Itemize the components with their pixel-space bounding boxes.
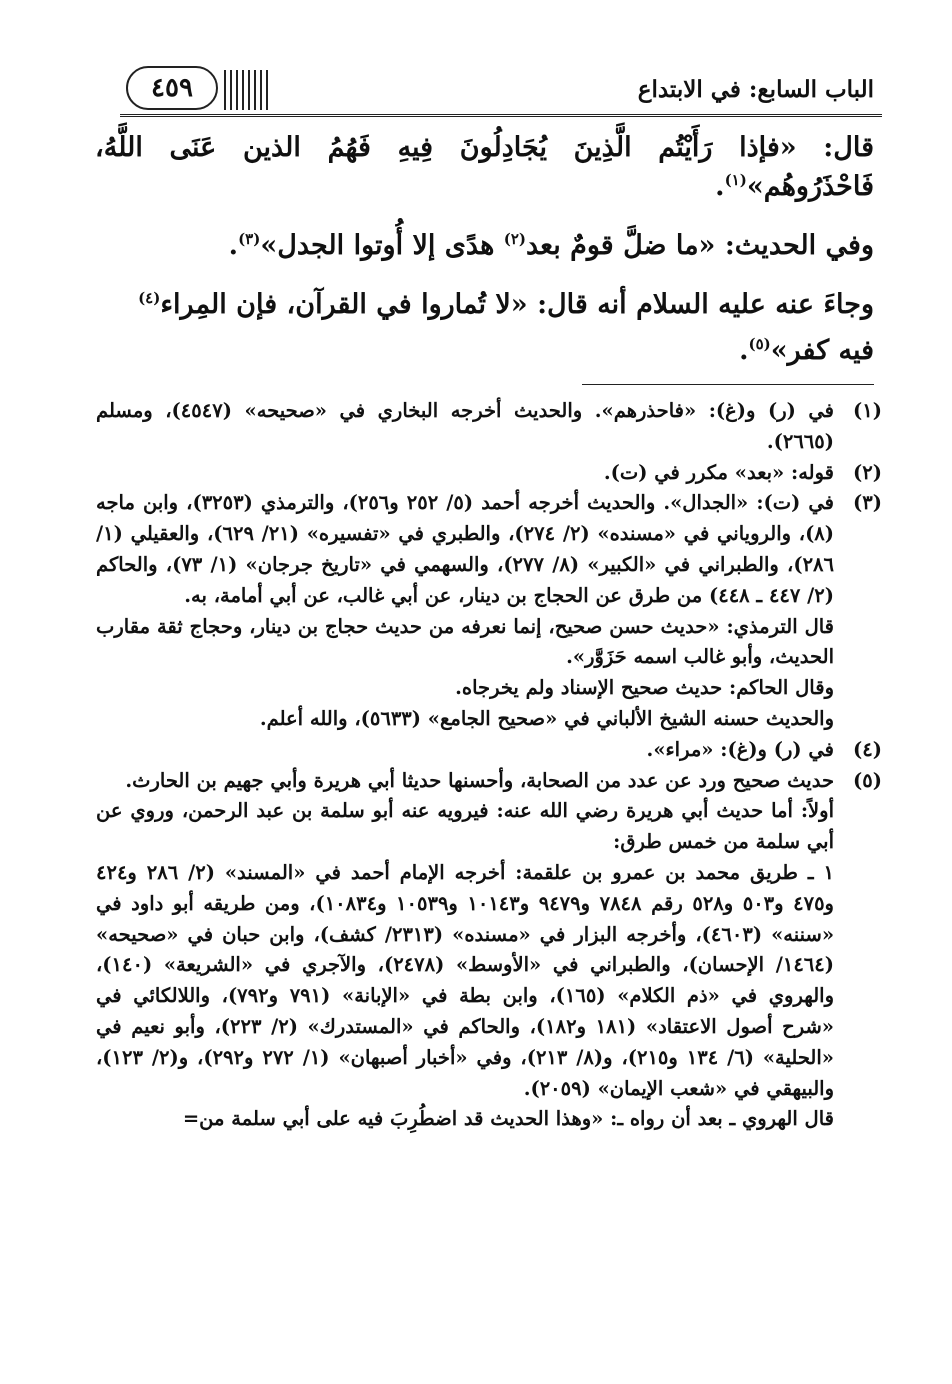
footnote-number: (٥)	[853, 768, 882, 792]
footnote-3-hakim: وقال الحاكم: حديث صحيح الإسناد ولم يخرجاه.	[455, 676, 834, 700]
page-number: ٤٥٩	[151, 73, 193, 103]
awwalan-text: أما حديث أبي هريرة رضي الله عنه: فيرويه عنه أبو سلمة بن عبد الرحمن، وروي عن أبي سلمة من خمس طرق:	[96, 799, 834, 854]
footnote-number: (١)	[853, 399, 882, 422]
footnote-ref-3: (٣)	[238, 230, 261, 249]
footnote-text: حديث صحيح ورد عن عدد من الصحابة، وأحسنها حديثا أبي هريرة وأبي جهيم بن الحارث.	[125, 768, 834, 792]
footnote-number: (٢)	[853, 460, 882, 484]
awwalan-label: أولاً:	[800, 799, 834, 823]
footnote-text: في (ر) و(غ): «فاحذرهم». والحديث أخرجه البخاري في «صحيحه» (٤٥٤٧)، ومسلم (٢٦٦٥).	[96, 399, 835, 453]
footnote-ref-5: (٥)	[748, 334, 771, 353]
footnote-text: قوله: «بعد» مكرر في (ت).	[603, 460, 834, 484]
footnote-separator	[582, 384, 874, 385]
footnote-text: في (ر) و(غ): «مراء».	[646, 737, 834, 761]
footnote-4	[96, 735, 882, 766]
footnotes	[96, 396, 882, 1135]
footnote-5-last-line: قال الهروي ـ بعد أن رواه ـ: «وهذا الحديث قد اضطُرِبَ فيه على أبي سلمة من=	[182, 1107, 834, 1131]
footnote-number: (٣)	[853, 491, 882, 515]
footnote-5-awwalan	[96, 796, 882, 858]
paragraph-3-text-a: وجاءَ عنه عليه السلام أنه قال: «لا تُماروا في القرآن، فإن المِراء	[160, 289, 874, 321]
footnote-3-albani: والحديث حسنه الشيخ الألباني في «صحيح الجامع» (٥٦٣٣)، والله أعلم.	[259, 706, 834, 730]
footnote-5-tariq-1: ١ ـ طريق محمد بن عمرو بن علقمة: أخرجه الإمام أحمد في «المسند» (٢/ ٢٨٦ و٤٢٤ و٤٧٥ و٥٠٣ و٥٢٨ رقم ٧٨٤٨ و٩٤٧٩ و١٠١٤٣ و١٠٥٣٩ و١٠٨٣٤)، ومن طريقه أبو داود في «سننه» (٤٦٠٣)، وأخرجه البزار في «مسنده» (٢٣١٣/ كشف)، وابن حبان في «صحيحه» (١٤٦٤/ الإحسان)، والطبراني في «الأوسط» (٢٤٧٨)، والآجري في «الشريعة» (١٤٠)، والهروي في «ذم الكلام» (١٦٥)، وابن بطة في «الإبانة» (٧٩١ و٧٩٢)، واللالكائي في «شرح أصول الاعتقاد» (١٨١ و١٨٢)، والحاكم في «المستدرك» (٢/ ٢٢٣)، وأبو نعيم في «الحلية» (٦/ ١٣٤ و٢١٥)، و(٨/ ٢١٣)، وفي «أخبار أصبهان» (١/ ٢٧٢ و٢٩٢)، و(٢/ ١٢٣)، والبيهقي في «شعب الإيمان» (٢٠٥٩).	[96, 860, 835, 1100]
footnote-1	[96, 396, 882, 458]
paragraph-3: وجاءَ عنه عليه السلام أنه قال: «لا تُماروا في القرآن، فإن المِراء$^{(٤)}$ فيه كفر»$^{(٥)}$.	[138, 289, 874, 366]
paragraph-2: وفي الحديث: «ما ضلَّ قومٌ بعد$^{(٢)}$ هدًى إلا أُوتوا الجدل»$^{(٣)}$.	[228, 230, 874, 262]
footnote-ref-2: (٢)	[503, 230, 526, 249]
page-number-badge	[126, 66, 218, 110]
footnote-3	[96, 488, 882, 611]
footnote-3-tirmidhi: قال الترمذي: «حديث حسن صحيح، إنما نعرفه من حديث حجاج بن دينار، وحجاج ثقة مقارب الحديث، وأبو غالب اسمه حَزَوَّر».	[96, 614, 834, 669]
footnote-text: في (ت): «الجدال». والحديث أخرجه أحمد (٥/ ٢٥٢ و٢٥٦)، والترمذي (٣٢٥٣)، وابن ماجه (٨)، والروياني في «مسنده» (٢/ ٢٧٤)، والطبري في «تفسيره» (٢١/ ٦٢٩)، والعقيلي (١/ ٢٨٦)، والطبراني في «الكبير» (٨/ ٢٧٧)، والسهمي في «تاريخ جرجان» (١/ ٧٣)، والحاكم (٢/ ٤٤٧ ـ ٤٤٨) من طرق عن الحجاج بن دينار، عن أبي غالب، عن أبي أمامة، به.	[96, 491, 835, 607]
footnote-2	[96, 458, 882, 489]
paragraph-2-text-b: هدًى إلا أُوتوا الجدل»	[260, 230, 504, 262]
header-rule	[120, 114, 882, 117]
footnote-5	[96, 766, 882, 797]
footnote-number: (٤)	[853, 737, 882, 761]
footnote-ref-4: (٤)	[138, 289, 161, 308]
main-text	[95, 128, 874, 370]
footnote-ref-1: (١)	[724, 171, 747, 190]
paragraph-2-text-a: وفي الحديث: «ما ضلَّ قومٌ بعد	[526, 230, 874, 262]
chapter-title: الباب السابع: في الابتداع	[637, 76, 874, 103]
paragraph-1: قال: «فإذا رَأَيْتُم الَّذِينَ يُجَادِلُونَ فِيهِ فَهُمُ الذين عَنَى اللَّهُ، فَاحْذَرُوهُم»$^{(١)}$.	[95, 132, 874, 203]
paragraph-1-text: قال: «فإذا رَأَيْتُم الَّذِينَ يُجَادِلُونَ فِيهِ فَهُمُ الذين عَنَى اللَّهُ، فَاحْذَرُوهُم»	[95, 132, 874, 203]
paragraph-3-text-b: فيه كفر»	[770, 334, 874, 366]
ornament-lines	[220, 70, 290, 110]
page-header	[120, 62, 882, 122]
